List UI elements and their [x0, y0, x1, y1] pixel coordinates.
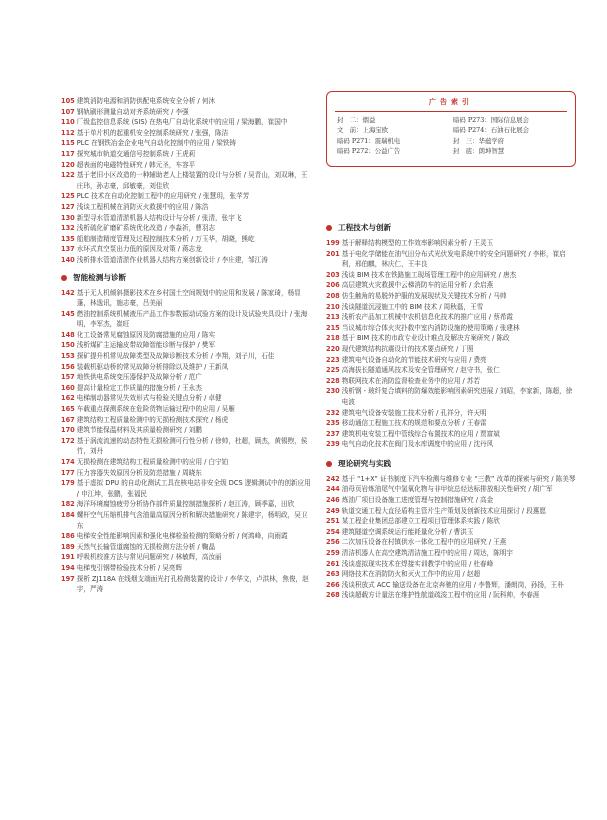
toc-page-number: 137: [61, 245, 75, 254]
toc-page-number: 142: [61, 288, 75, 297]
toc-entry-title: 电气自动化技术在阀门及水库调度中的应用 / 沈丹风: [341, 440, 494, 449]
toc-entry[interactable]: [61, 288, 313, 309]
toc-page-number: 218: [326, 334, 340, 343]
toc-entry-title: 基于无人机倾斜摄影技术在乡村国土空间规划中的应用和发展 / 陈家琦，杨显蓬，林逸讯，施志豪，吕美丽: [76, 288, 301, 308]
toc-page-number: 186: [61, 532, 75, 541]
toc-entry-title: 浅析硫化矿磨矿系统优化改造 / 李淼祈，曹羽志: [76, 224, 216, 233]
toc-entry-title: 无损检测在建筑结构工程质量检测中的应用 / 白宁铂: [76, 458, 229, 466]
toc-page-number: 215: [326, 323, 340, 332]
toc-entry-title: 地铁供电系统变压器保护及故障分析 / 范广: [76, 373, 202, 382]
ad-index-entry: 文 前：上海宝欧: [337, 126, 389, 135]
toc-entry[interactable]: [326, 376, 576, 387]
ad-index-entry: 封 底：朗坤智慧: [453, 147, 505, 156]
toc-entry[interactable]: [61, 255, 313, 266]
toc-entry[interactable]: [326, 386, 576, 407]
toc-entry[interactable]: [326, 548, 576, 559]
toc-entry[interactable]: [326, 323, 576, 334]
toc-page-number: 232: [326, 408, 340, 417]
toc-page-number: 223: [326, 355, 340, 364]
toc-entry-title: 探究城市轨道交通信号控制系统 / 王虎莉: [76, 149, 196, 158]
toc-page-number: 115: [61, 139, 75, 148]
toc-page-number: 125: [61, 192, 75, 201]
toc-entry-title: 水环式真空泵出力低的原因及对策 / 蒋志龙: [76, 245, 202, 254]
toc-page-number: 172: [61, 436, 75, 445]
toc-page-number: 165: [61, 405, 75, 414]
toc-entry[interactable]: [326, 355, 576, 366]
toc-entry[interactable]: [61, 149, 313, 160]
toc-entry-title: 浅析农产品加工机械中农机信息化技术的推广应用 / 蔡希霞: [341, 313, 514, 322]
toc-page-number: 256: [326, 538, 340, 547]
toc-page-number: 194: [61, 563, 75, 572]
toc-entry-title: 厂级监控信息系统 (SIS) 在热电厂自动化系统中的应用 / 梁海鹏，崔国中: [76, 118, 288, 127]
toc-entry-title: 燃油控制系统机械液压产品工作参数振动试验方案的设计及试验夹具设计 / 张海明，李军杰，崔旺: [76, 309, 308, 329]
toc-page-number: 122: [61, 171, 75, 180]
section-heading-intelligent: [61, 272, 313, 284]
toc-entry-title: 现代建筑结构抗震设计的技术要点研究 / 丁照: [341, 344, 474, 353]
toc-entry[interactable]: [326, 291, 576, 302]
toc-entry-title: 仿生触角的易脱外护服的发展现状及关键技术分析 / 马帅: [341, 291, 507, 300]
toc-entry-title: 网络技术在消防防火和灭火工作中的应用 / 赵超: [341, 570, 481, 579]
toc-page-number: 259: [326, 549, 340, 558]
toc-page-number: 189: [61, 542, 75, 551]
toc-entry-title: 浅谈超载方计量法在维护性航道疏浚工程中的应用 / 阮科帅，李春涯: [341, 591, 540, 600]
ad-index-entry: 暗码 P272：公益广告: [337, 147, 401, 156]
toc-entry-title: 移动通信工程施工技术的规范和要点分析 / 王春雷: [341, 419, 487, 428]
toc-page-number: 261: [326, 559, 340, 568]
toc-entry-title: 基于 BIM 技术的市政专业设计难点及解决方案研究 / 陈政: [341, 334, 510, 343]
toc-entry[interactable]: [61, 415, 313, 426]
toc-page-number: 153: [61, 352, 75, 361]
toc-page-number: 206: [326, 281, 340, 290]
section-heading-engineering: [326, 222, 576, 234]
toc-page-number: 268: [326, 591, 340, 600]
ad-index-title: 广告索引: [429, 98, 473, 106]
toc-entry-title: 浅析排水管道清淤作业机器人结构方案创新设计 / 李庄建，邹江涛: [76, 255, 268, 264]
toc-entry[interactable]: [61, 128, 313, 139]
toc-entry-title: 某工程企业集团总部建立工程项目管理体系实践 / 陈欣: [341, 517, 500, 526]
toc-entry[interactable]: [61, 213, 313, 224]
right-column: [326, 222, 576, 601]
toc-list-left-top: [61, 96, 313, 266]
toc-page-number: 228: [326, 376, 340, 385]
toc-entry[interactable]: [61, 372, 313, 383]
toc-entry-title: 基于电化学储能在油气田分布式光伏发电系统中的安全问题研究 / 李彬，崔启利，邢伯麒，林庆仁，王丰良: [341, 249, 566, 269]
toc-page-number: 201: [326, 249, 340, 258]
toc-page-number: 254: [326, 527, 340, 536]
toc-entry-title: 提高计量检定工作质量的措施分析 / 王永杰: [76, 383, 202, 392]
toc-entry[interactable]: [61, 457, 313, 468]
toc-entry[interactable]: [326, 506, 576, 517]
toc-entry[interactable]: [326, 559, 576, 570]
toc-page-number: 174: [61, 458, 75, 466]
toc-page-number: 177: [61, 468, 75, 477]
toc-entry-title: 浅谈隧道沉浸施工中的 BIM 技术 / 周秋磊，王雪: [341, 302, 484, 311]
toc-entry[interactable]: [61, 138, 313, 149]
toc-entry[interactable]: [61, 574, 313, 595]
toc-entry-title: 浅谈积放式 ACC 输送设备在北京奔驰的应用 / 李鲁辉，潘朗岗，孙扬，王朴: [341, 580, 564, 589]
toc-page-number: 249: [326, 506, 340, 515]
toc-page-number: 132: [61, 224, 75, 233]
toc-entry-title: 建筑机电安装工程中管线综合布置技术的应用 / 贾富斌: [341, 429, 500, 438]
toc-entry[interactable]: [61, 244, 313, 255]
toc-page-number: 105: [61, 97, 75, 105]
toc-entry-title: 建筑节能保温材料及其质量检测研究 / 刘鹏: [76, 426, 202, 435]
toc-entry-title: 超表面的电磁特性研究 / 韩元圣，车容平: [76, 160, 196, 169]
toc-entry[interactable]: [61, 531, 313, 542]
toc-page-number: 130: [61, 213, 75, 222]
toc-entry[interactable]: [326, 516, 576, 527]
toc-entry[interactable]: [61, 552, 313, 563]
toc-entry[interactable]: [326, 590, 576, 601]
section-title: 理论研究与实践: [338, 458, 392, 468]
toc-entry[interactable]: [61, 436, 313, 457]
toc-entry-title: 电梯安全性能影响因素和强化电梯检验检测的策略分析 / 何鸿峰，向雨霞: [76, 532, 288, 541]
toc-entry[interactable]: [326, 249, 576, 270]
toc-entry[interactable]: [326, 484, 576, 495]
toc-entry-title: 探析 ZJ118A 在线烟支端面光打孔检测装置的设计 / 李华文，卢洪林，焦俊，赵宇，严涛: [76, 574, 309, 594]
toc-entry[interactable]: [61, 393, 313, 404]
toc-page-number: 110: [61, 118, 75, 127]
toc-entry[interactable]: [326, 474, 576, 485]
toc-entry[interactable]: [326, 408, 576, 419]
toc-page-number: 251: [326, 517, 340, 526]
toc-entry[interactable]: [326, 365, 576, 376]
toc-entry[interactable]: [326, 439, 576, 450]
toc-page-number: 208: [326, 291, 340, 300]
toc-page-number: 237: [326, 429, 340, 438]
toc-entry-title: 建筑隧道空调系统运行能耗量化分析 / 曹洪玉: [341, 527, 474, 536]
toc-entry-title: 电梯曳引钢带检验技术分析 / 吴亮辉: [76, 563, 183, 572]
toc-entry[interactable]: [61, 170, 313, 191]
toc-page-number: 107: [61, 107, 75, 116]
toc-entry[interactable]: [326, 580, 576, 591]
ad-index-entry: 封 二：烟益: [337, 116, 376, 124]
section-bullet-icon: [326, 225, 332, 231]
toc-entry[interactable]: [61, 563, 313, 574]
toc-entry-title: 新型寻水管道清淤机器人结构设计与分析 / 张清，张宇飞: [76, 213, 242, 222]
toc-entry[interactable]: [326, 418, 576, 429]
toc-entry[interactable]: [61, 362, 313, 373]
toc-entry[interactable]: [326, 537, 576, 548]
toc-entry-title: 高海拔长隧道通风技术及安全管理研究 / 赵守书，张仁: [341, 366, 500, 375]
toc-entry-title: 天然气长输管道腐蚀的无损检测方法分析 / 鞠晶: [76, 542, 216, 551]
toc-entry-title: PLC 技术在自动化控制工程中的应用研究 / 张慧玥，张苹芳: [76, 192, 250, 201]
toc-page-number: 191: [61, 553, 75, 562]
toc-entry[interactable]: [61, 330, 313, 341]
toc-entry[interactable]: [61, 107, 313, 118]
ad-index-entry: 暗码 P271：震瑞机电: [337, 136, 401, 145]
toc-page-number: 199: [326, 239, 340, 247]
toc-entry-title: 基于虚拟 DPU 的自动化测试工具在核电站非安全级 DCS 逻辑测试中的创新应用 / 申江坤，张鹏，张福民: [76, 479, 311, 498]
toc-page-number: 117: [61, 149, 75, 158]
toc-page-number: 242: [326, 474, 340, 483]
toc-entry-title: 建筑消防电源和消防供配电系统安全分析 / 何沐: [76, 97, 216, 105]
toc-entry[interactable]: [326, 527, 576, 538]
toc-entry[interactable]: [61, 351, 313, 362]
toc-entry-title: 物联网技术在消防监督检查业务中的应用 / 苏若: [341, 376, 481, 385]
toc-entry[interactable]: [61, 309, 313, 330]
toc-entry-title: 船舶制造精度管理及过程控制技术分析 / 万玉华，胡晓，熊屹: [76, 234, 255, 243]
toc-entry-title: 二次加压设备在村镇供水一体化工程中的应用研究 / 王燕: [341, 538, 507, 547]
toc-entry-title: 探矿提升机常见故障类型及故障诊断技术分析 / 李翔，刘子川，石佳: [76, 352, 275, 361]
toc-page-number: 213: [326, 313, 340, 322]
toc-entry-title: 基于 “1+X” 证书制度下汽车检测与维修专业 “三教” 改革的探索与研究 / 陈美琴: [341, 474, 576, 483]
toc-page-number: 157: [61, 373, 75, 382]
toc-entry-title: 基于涡流流速的动态特性无损检测可行性分析 / 徐帅，杜超，顾杰，黄锡煦，侯竹，刘丹: [76, 436, 308, 456]
toc-entry[interactable]: [61, 234, 313, 245]
toc-page-number: 225: [326, 366, 340, 375]
toc-entry-title: 螺杆空气压缩机排气含油量高原因分析和解决措施研究 / 陈建宇，杨明政，吴卫东: [76, 510, 308, 530]
toc-entry-title: PLC 在钢铁冶金企业电气自动化控制中的应用 / 梁铁铸: [76, 139, 236, 148]
ad-index-box: [326, 91, 576, 167]
toc-entry-title: 装载机驱动桥的常见故障分析排除以及维护 / 王新凤: [76, 362, 229, 371]
toc-page-number: 246: [326, 496, 340, 505]
ad-index-entry: 封 三：华蕴学府: [453, 136, 505, 145]
toc-entry[interactable]: [326, 280, 576, 291]
toc-entry-title: 建筑结构工程质量检测中的无损检测技术探究 / 杨虎: [76, 415, 229, 424]
toc-page-number: 235: [326, 419, 340, 428]
toc-entry[interactable]: [326, 238, 576, 249]
toc-entry[interactable]: [61, 340, 313, 351]
toc-entry[interactable]: [61, 425, 313, 436]
toc-entry[interactable]: [61, 160, 313, 171]
toc-entry[interactable]: [326, 344, 576, 355]
toc-page-number: 184: [61, 510, 75, 519]
ad-index-divider: [335, 111, 567, 112]
toc-entry-title: 车载重点探测系统在危险货物运输过程中的应用 / 吴雁: [76, 405, 235, 414]
toc-entry-title: 化工设备常见腐蚀原因及防腐措施的应用 / 陈实: [76, 330, 216, 339]
toc-entry-title: 呼吸机校准方法与常见问题研究 / 林敏辉，高汝丽: [76, 553, 222, 562]
toc-entry[interactable]: [61, 223, 313, 234]
toc-entry-title: 基于单片机的起重机安全控制系统研究 / 张强，陈洁: [76, 128, 229, 137]
toc-entry[interactable]: [61, 117, 313, 128]
ad-index-entry: 暗码 P274：石油石化展会: [453, 126, 530, 135]
toc-list-intelligent: [61, 288, 313, 595]
toc-entry[interactable]: [326, 302, 576, 313]
toc-page-number: 167: [61, 415, 75, 424]
toc-entry-title: 当议城市综合体火灾扑救中室内消防设施的使用策略 / 张建林: [341, 323, 520, 332]
toc-page-number: 179: [61, 479, 75, 488]
toc-page-number: 244: [326, 485, 340, 494]
toc-entry-title: 浅析钢 - 玻纤复合填料的防爆效能影响因素研究进展 / 刘昭，李家新，陈超，徐电波: [341, 387, 573, 406]
toc-entry-title: 压力容器失效原因分析及防范措施 / 周晓东: [76, 468, 202, 477]
toc-page-number: 266: [326, 580, 340, 589]
toc-page-number: 220: [326, 344, 340, 353]
toc-entry-title: 清洁机器人在高空建筑清洁施工程中的应用 / 周达，陈明宇: [341, 549, 514, 558]
toc-page-number: 156: [61, 362, 75, 371]
section-title: 智能检测与诊断: [73, 272, 127, 282]
toc-page-number: 263: [326, 570, 340, 579]
toc-entry[interactable]: [61, 404, 313, 415]
toc-entry[interactable]: [61, 383, 313, 394]
toc-entry[interactable]: [326, 270, 576, 281]
toc-entry-title: 建筑电气设备自动化的节能技术研究与应用 / 费亮: [341, 355, 487, 364]
section-heading-theory: [326, 458, 576, 470]
toc-entry[interactable]: [61, 510, 313, 531]
toc-list-engineering: [326, 238, 576, 450]
toc-entry[interactable]: [326, 429, 576, 440]
toc-page-number: 148: [61, 330, 75, 339]
toc-entry[interactable]: [61, 191, 313, 202]
toc-entry[interactable]: [61, 542, 313, 553]
toc-page-number: 135: [61, 234, 75, 243]
toc-page-number: 239: [326, 440, 340, 449]
toc-entry-title: 高层建筑火灾救援中云梯消防车的运用分析 / 余启燕: [341, 281, 494, 290]
toc-page-number: 230: [326, 387, 340, 396]
toc-entry-title: 浅谈工程机械在消防灭火救援中的应用 / 陈浩: [76, 202, 209, 211]
toc-entry[interactable]: [61, 202, 313, 213]
left-column: [61, 96, 313, 595]
toc-entry[interactable]: [61, 468, 313, 479]
toc-entry-title: 油母页岩炼油尾气中氢氧化物与非甲烷总烃达标排放相关性研究 / 胡广军: [341, 485, 553, 494]
toc-entry-title: 炼油厂项目设备施工进度管理与控制措施研究 / 高金: [341, 496, 494, 505]
toc-page-number: 145: [61, 309, 75, 318]
toc-page-number: 112: [61, 128, 75, 137]
ad-index-entry: 暗码 P273：国际信息展会: [453, 116, 530, 124]
toc-entry-title: 建筑电气设备安装施工技术分析 / 孔祥分，许天明: [341, 408, 487, 417]
toc-page-number: 203: [326, 270, 340, 279]
toc-page-number: 120: [61, 160, 75, 169]
toc-page-number: 127: [61, 202, 75, 211]
toc-entry[interactable]: [326, 333, 576, 344]
toc-page-number: 197: [61, 574, 75, 583]
toc-page-number: 162: [61, 394, 75, 403]
toc-entry[interactable]: [61, 96, 313, 107]
toc-entry-title: 海洋环境腐蚀疲劳分析协作部件质量控制措施探析 / 赵江涛，顾季嘉，田欣: [76, 500, 295, 509]
toc-page-number: 182: [61, 500, 75, 509]
toc-page-number: 210: [326, 302, 340, 311]
section-bullet-icon: [61, 275, 67, 281]
toc-entry-title: 基于解释结构模型的工作效率影响因素分析 / 王灵玉: [341, 239, 494, 247]
toc-list-theory: [326, 474, 576, 601]
toc-page-number: 140: [61, 255, 75, 264]
toc-entry[interactable]: [61, 478, 313, 499]
toc-entry[interactable]: [326, 569, 576, 580]
toc-entry-title: 浅谈虚拟现实技术在焊接实训教学中的应用 / 杜春峰: [341, 559, 494, 568]
toc-entry[interactable]: [326, 312, 576, 323]
toc-entry-title: 轨道交通工程大直径盾构主管片生产策划及创新技术应用探讨 / 段惠愿: [341, 506, 546, 515]
toc-entry[interactable]: [326, 495, 576, 506]
toc-entry-title: 钢轨刷形测量自动对齐系统研究 / 李强: [76, 107, 189, 116]
toc-entry-title: 电梯制动器常见失效形式与检验关键点分析 / 卓健: [76, 394, 222, 403]
toc-page-number: 170: [61, 426, 75, 435]
section-bullet-icon: [326, 461, 332, 467]
toc-entry-title: 基于老旧小区改造的一种辅助老人上楼装置的设计与分析 / 吴青山，刘双琳，王庄玮，孙志豪，邱敏豪，刘佳欣: [76, 171, 308, 190]
toc-page-number: 150: [61, 341, 75, 350]
toc-entry-title: 浅谈 BIM 技术在铁路施工现场管理工程中的应用研究 / 唐杰: [341, 270, 517, 279]
toc-page-number: 160: [61, 383, 75, 392]
section-title: 工程技术与创新: [338, 223, 392, 232]
toc-entry-title: 浅析煤矿主运输皮带故障智能诊断与保护 / 樊军: [76, 341, 216, 350]
toc-entry[interactable]: [61, 499, 313, 510]
ad-index-grid: [327, 115, 575, 157]
